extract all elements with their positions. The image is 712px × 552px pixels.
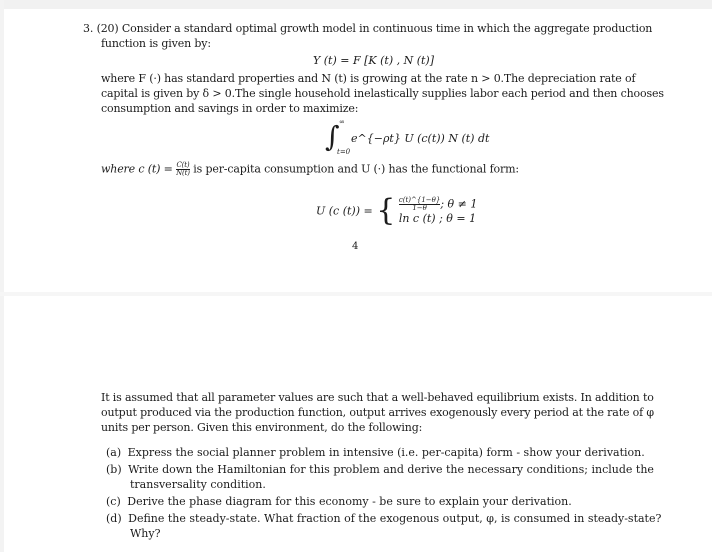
case-2: ln c (t) ; θ = 1 <box>398 212 477 225</box>
paragraph2-line2: capital is given by δ > 0.The single household inelastically supplies labor each period and then chooses <box>101 87 664 100</box>
part-text: Express the social planner problem in intensive (i.e. per-capita) form - show your derivation. <box>127 446 645 459</box>
utility-lhs: U (c (t)) = <box>316 204 373 218</box>
left-brace: { <box>376 193 396 228</box>
part-label: (a) <box>106 446 122 459</box>
integrand: e^{−ρt} U (c(t)) N (t) dt <box>351 132 490 145</box>
part-b-line2: transversality condition. <box>130 478 266 491</box>
page-gap <box>0 292 712 296</box>
fraction-denominator: N(t) <box>176 169 190 177</box>
case1-denominator: 1−θ <box>412 204 427 212</box>
intro-text: Consider a standard optimal growth model in continuous time in which the aggregate production <box>121 22 653 35</box>
part-a <box>106 446 645 459</box>
paragraph2-line3: consumption and savings in order to maximize: <box>101 102 359 115</box>
part-c <box>106 495 572 508</box>
part-text: Define the steady-state. What fraction of the exogenous output, φ, is consumed in steady-state? <box>128 512 662 525</box>
c-fraction <box>176 162 190 177</box>
fraction-numerator: C(t) <box>176 161 190 169</box>
problem-points: (20) <box>96 22 119 35</box>
integral-upper-limit: ∞ <box>339 118 345 126</box>
part-label: (d) <box>106 512 122 525</box>
case-1 <box>399 197 478 212</box>
utility-function <box>316 193 478 228</box>
paragraph2-line1: where F (·) has standard properties and N (t) is growing at the rate n > 0.The depreciation rate of <box>101 72 636 85</box>
paragraph4-line3: units per person. Given this environment, do the following: <box>101 421 423 434</box>
problem-number: 3. <box>83 22 94 35</box>
integral-lower-limit: t=0 <box>337 148 351 156</box>
part-d <box>106 512 661 525</box>
top-band <box>0 0 712 9</box>
part-text: Derive the phase diagram for this economy - be sure to explain your derivation. <box>127 495 572 508</box>
part-d-line2: Why? <box>130 527 161 540</box>
problem-intro-line1 <box>83 22 652 35</box>
production-equation: Y (t) = F [K (t) , N (t)] <box>313 54 435 67</box>
paragraph4-line1: It is assumed that all parameter values are such that a well-behaved equilibrium exists. In addition to <box>101 391 654 404</box>
part-label: (b) <box>106 463 122 476</box>
part-label: (c) <box>106 495 121 508</box>
paragraph4-line2: output produced via the production function, output arrives exogenously every period at the rate of φ <box>101 406 654 419</box>
part-text: Write down the Hamiltonian for this problem and derive the necessary conditions; include the <box>128 463 654 476</box>
problem-intro-line2: function is given by: <box>101 37 211 50</box>
c-definition: where c (t) = <box>101 162 173 176</box>
case1-numerator: c(t)^{1−θ} <box>398 196 441 204</box>
paragraph3 <box>101 162 519 177</box>
page-number: 4 <box>352 241 359 252</box>
case1-condition: ; θ ≠ 1 <box>440 197 478 211</box>
paragraph3-text: is per-capita consumption and U (·) has the functional form: <box>193 162 519 176</box>
left-edge <box>0 0 4 552</box>
utility-cases <box>399 197 478 225</box>
part-b <box>106 463 654 476</box>
integral-sign: ∫ <box>325 120 340 153</box>
